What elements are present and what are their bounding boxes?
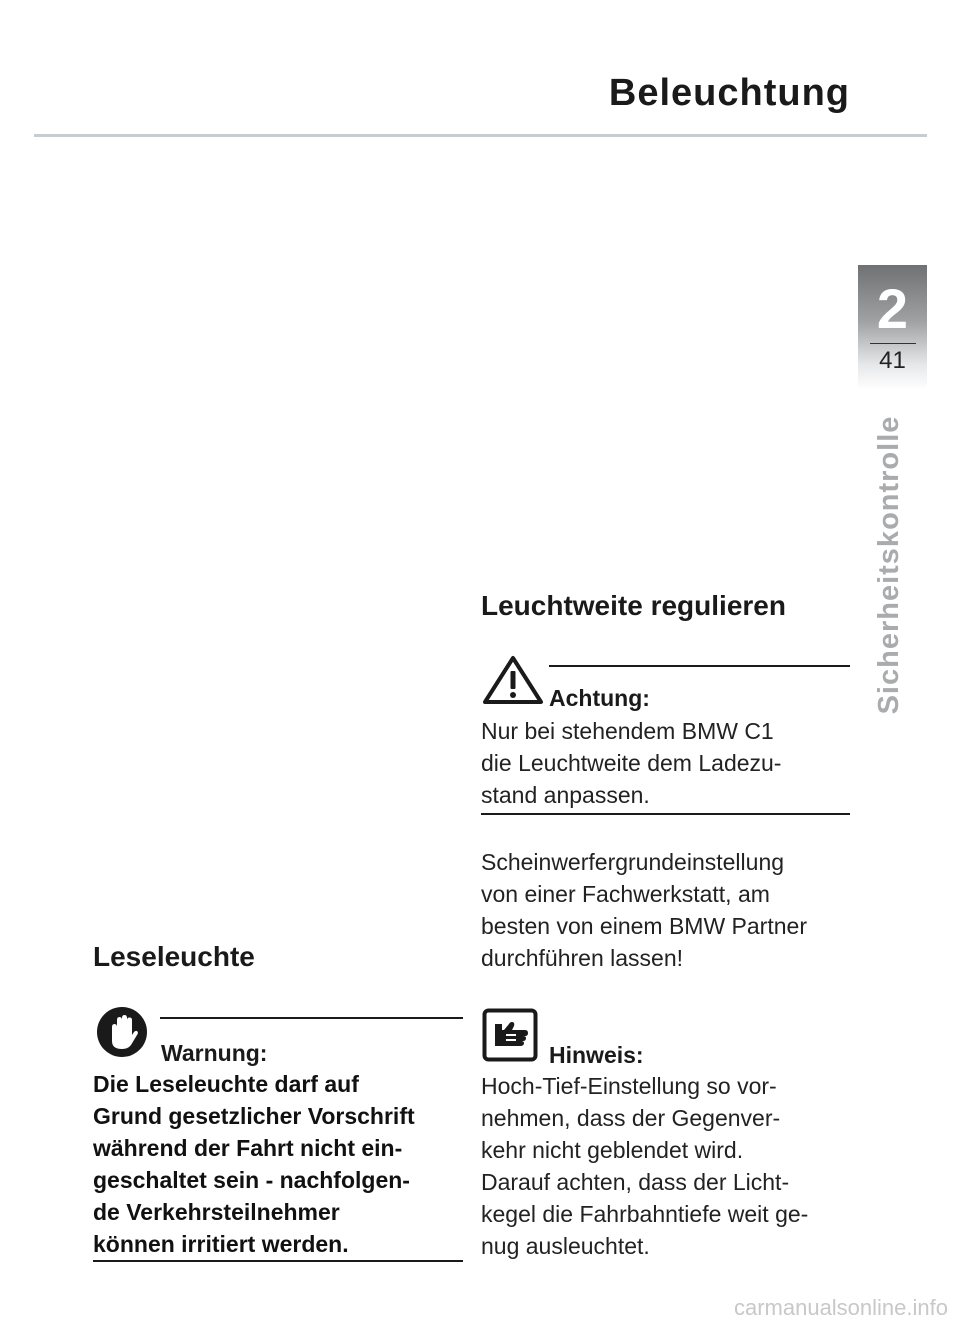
text-line: nug ausleuchtet. bbox=[481, 1233, 650, 1259]
text-line: geschaltet sein - nachfolgen- bbox=[93, 1167, 410, 1193]
text-line: die Leuchtweite dem Ladezu- bbox=[481, 750, 782, 776]
caution-label: Achtung: bbox=[549, 685, 650, 711]
warning-label: Warnung: bbox=[161, 1040, 268, 1066]
text-line: von einer Fachwerkstatt, am bbox=[481, 881, 770, 907]
text-line: kehr nicht geblendet wird. bbox=[481, 1137, 744, 1163]
text-line: de Verkehrsteilnehmer bbox=[93, 1199, 340, 1225]
watermark: carmanualsonline.info bbox=[733, 1295, 948, 1320]
page-title: Beleuchtung bbox=[608, 72, 850, 114]
chapter-divider bbox=[870, 343, 916, 344]
text-line: stand anpassen. bbox=[481, 782, 650, 808]
warning-bottom-rule bbox=[93, 1260, 463, 1262]
warning-top-rule bbox=[160, 1017, 463, 1019]
caution-top-rule bbox=[549, 665, 850, 667]
text-line: kegel die Fahrbahntiefe weit ge- bbox=[481, 1201, 809, 1227]
leseleuchte-heading: Leseleuchte bbox=[93, 941, 255, 972]
text-line: Hoch-Tief-Einstellung so vor- bbox=[481, 1073, 777, 1099]
page-number: 41 bbox=[879, 347, 906, 374]
note-label: Hinweis: bbox=[549, 1042, 644, 1068]
section-vertical-label: Sicherheitskontrolle bbox=[873, 415, 905, 715]
text-line: durchführen lassen! bbox=[481, 945, 684, 971]
caution-bottom-rule bbox=[481, 813, 850, 815]
text-line: Scheinwerfergrundeinstellung bbox=[481, 849, 785, 875]
text-line: können irritiert werden. bbox=[93, 1231, 349, 1257]
text-line: besten von einem BMW Partner bbox=[481, 913, 807, 939]
text-line: Grund gesetzlicher Vorschrift bbox=[93, 1103, 415, 1129]
chapter-number: 2 bbox=[876, 277, 909, 340]
leuchtweite-heading: Leuchtweite regulieren bbox=[481, 590, 786, 621]
header-rule bbox=[34, 134, 927, 137]
text-line: nehmen, dass der Gegenver- bbox=[481, 1105, 781, 1131]
chapter-tab bbox=[858, 265, 927, 390]
text-line: Darauf achten, dass der Licht- bbox=[481, 1169, 790, 1195]
exclamation-triangle-icon bbox=[482, 655, 544, 710]
pointing-hand-note-icon bbox=[482, 1008, 538, 1067]
text-line: Nur bei stehendem BMW C1 bbox=[481, 718, 774, 744]
stop-hand-icon bbox=[95, 1005, 149, 1064]
text-line: während der Fahrt nicht ein- bbox=[93, 1135, 403, 1161]
text-line: Die Leseleuchte darf auf bbox=[93, 1071, 359, 1097]
